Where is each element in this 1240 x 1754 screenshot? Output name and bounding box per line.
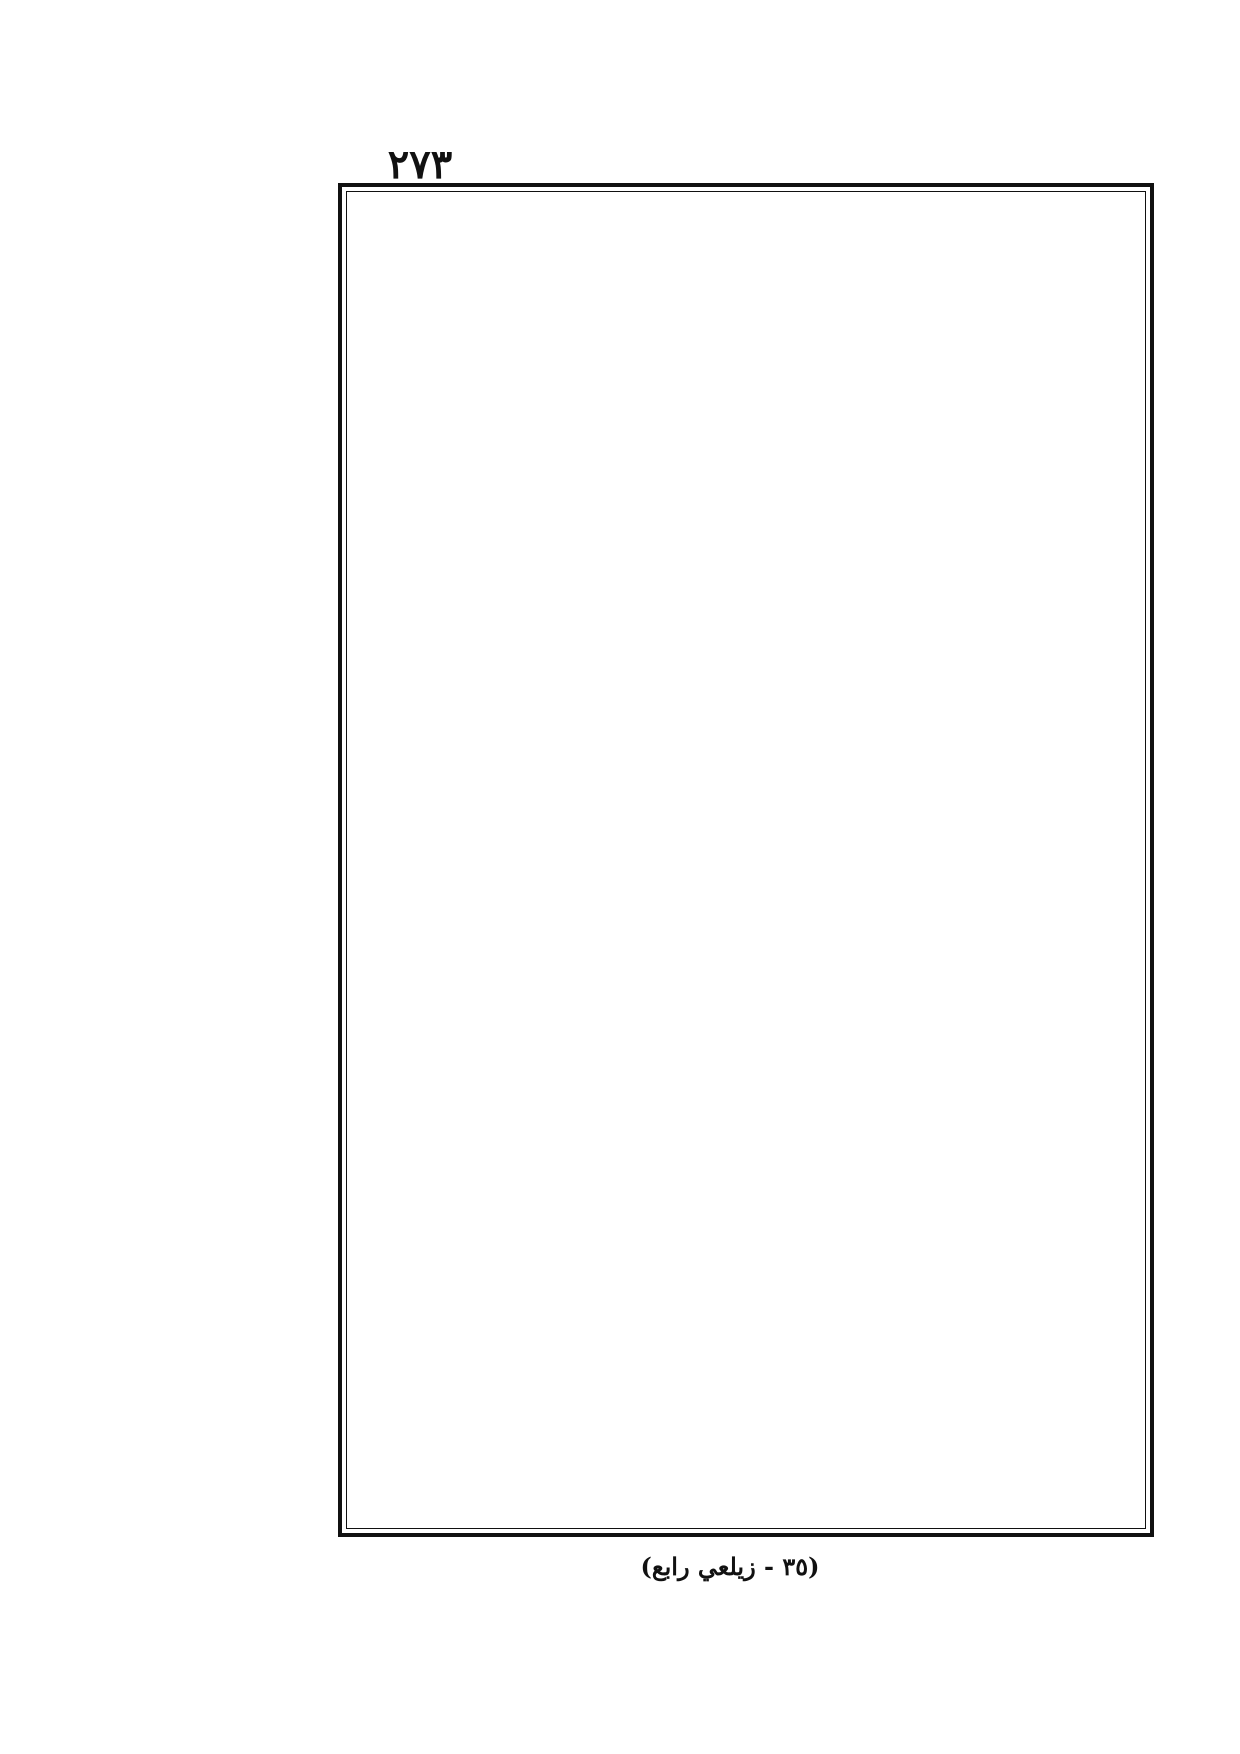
footer-signature: (٣٥ - زيلعي رابع) bbox=[640, 1552, 820, 1581]
page-number: ٢٧٣ bbox=[387, 141, 453, 188]
margin-commentary bbox=[130, 300, 328, 1280]
main-text-block bbox=[356, 197, 1136, 1523]
main-text-frame bbox=[338, 183, 1154, 1537]
